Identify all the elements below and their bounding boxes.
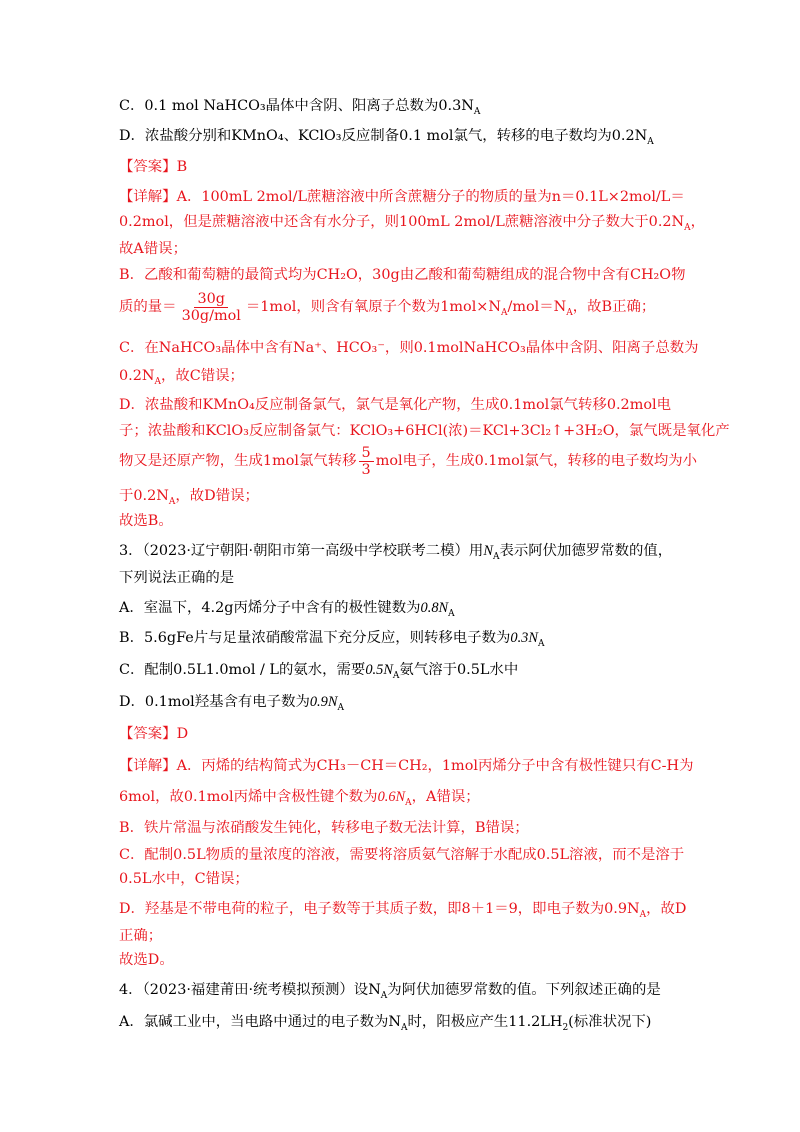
q3-option-b: B．5.6gFe片与足量浓硝酸常温下充分反应，则转移电子数为$0.3N_A$ bbox=[119, 630, 545, 649]
q2-choose: 故选B。 bbox=[119, 513, 173, 529]
q3-answer: 【答案】D bbox=[119, 726, 189, 742]
q3-detail-a1: 【详解】A．丙烯的结构简式为CH₃－CH＝CH₂，1mol丙烯分子中含有极性键只有C-H为 bbox=[119, 758, 694, 774]
q2-answer: 【答案】B bbox=[119, 159, 188, 175]
q3-stem-line1: 3．（2023·辽宁朝阳·朝阳市第一高级中学校联考二模）用$N_A$表示阿伏加德罗常数的值， bbox=[119, 543, 673, 562]
q2-detail-line3: 故A错误； bbox=[119, 241, 187, 257]
q3-stem-line2: 下列说法正确的是 bbox=[119, 570, 235, 586]
q3-detail-a2: 6mol，故0.1mol丙烯中含极性键个数为$0.6N_A$，A错误； bbox=[119, 789, 480, 808]
q2-option-c: C．0.1 mol NaHCO₃晶体中含阴、阳离子总数为$0.3N_A$ bbox=[119, 98, 481, 117]
q3-detail-b: B．铁片常温与浓硝酸发生钝化，转移电子数无法计算，B错误； bbox=[119, 820, 529, 836]
q2-detail-line2: 0.2mol，但是蔗糖溶液中还含有水分子，则100mL 2mol/L蔗糖溶液中分子数大于$0.2N_A$， bbox=[119, 214, 706, 233]
fraction: $\frac{5}{3}$ bbox=[359, 445, 374, 478]
q3-detail-c2: 0.5L水中，C错误； bbox=[119, 871, 249, 887]
q3-option-d: D．0.1mol羟基含有电子数为$0.9N_A$ bbox=[119, 694, 344, 713]
q3-detail-d1: D．羟基是不带电荷的粒子，电子数等于其质子数，即8＋1＝9，即电子数为$0.9N_A$，故D bbox=[119, 901, 687, 920]
q2-detail-c1: C．在NaHCO₃晶体中含有Na⁺、HCO₃⁻，则0.1molNaHCO₃晶体中含阴、阳离子总数为 bbox=[119, 340, 699, 356]
q3-option-c: C．配制0.5L1.0mol / L的氨水，需要$0.5N_A$氨气溶于0.5L水中 bbox=[119, 662, 519, 681]
q2-detail-line1: 【详解】A．100mL 2mol/L蔗糖溶液中所含蔗糖分子的物质的量为n＝0.1L×2mol/L＝ bbox=[119, 189, 685, 205]
q2-detail-d3: 物又是还原产物，生成1mol氯气转移 $\frac{5}{3}$ mol电子，生成0.1mol氯气，转移的电子数均为小 bbox=[119, 444, 698, 478]
q2-detail-d1: D．浓盐酸和KMnO₄反应制备氯气，氯气是氧化产物，生成0.1mol氯气转移0.2mol电 bbox=[119, 397, 672, 413]
q2-detail-d4: 于$0.2N_A$，故D错误； bbox=[119, 488, 259, 507]
q3-detail-d2: 正确； bbox=[119, 928, 163, 944]
q2-detail-b2: 质的量＝ $\frac{30g}{\text{30g/mol}}$ ＝1mol，则含有氧原子个数为$1mol\times N_A/mol=N_A$，故B正确； bbox=[119, 290, 656, 324]
q2-detail-d2: 子；浓盐酸和KClO₃反应制备氯气：KClO₃+6HCl(浓)＝KCl+3Cl₂↑+3H₂O，氯气既是氧化产 bbox=[119, 423, 730, 439]
q3-choose: 故选D。 bbox=[119, 952, 174, 968]
q4-stem: 4．（2023·福建莆田·统考模拟预测）设$N_A$为阿伏加德罗常数的值。下列叙述正确的是 bbox=[119, 982, 661, 1001]
q4-option-a: A．氯碱工业中，当电路中通过的电子数为$N_A$时，阳极应产生$11.2LH_2$(标准状况下) bbox=[119, 1014, 652, 1033]
q2-detail-c2: $0.2N_A$，故C错误； bbox=[119, 368, 244, 387]
q3-option-a: A．室温下，4.2g丙烯分子中含有的极性键数为$0.8N_A$ bbox=[119, 600, 455, 619]
fraction: $\frac{30g}{\text{30g/mol}}$ bbox=[181, 290, 241, 324]
q2-detail-b1: B．乙酸和葡萄糖的最简式均为CH₂O，30g由乙酸和葡萄糖组成的混合物中含有CH₂O物 bbox=[119, 267, 686, 283]
q3-detail-c1: C．配制0.5L物质的量浓度的溶液，需要将溶质氨气溶解于水配成0.5L溶液，而不是溶于 bbox=[119, 847, 685, 863]
q2-option-d: D．浓盐酸分别和KMnO₄、KClO₃反应制备0.1 mol氯气，转移的电子数均为$0.2N_A$ bbox=[119, 128, 654, 147]
